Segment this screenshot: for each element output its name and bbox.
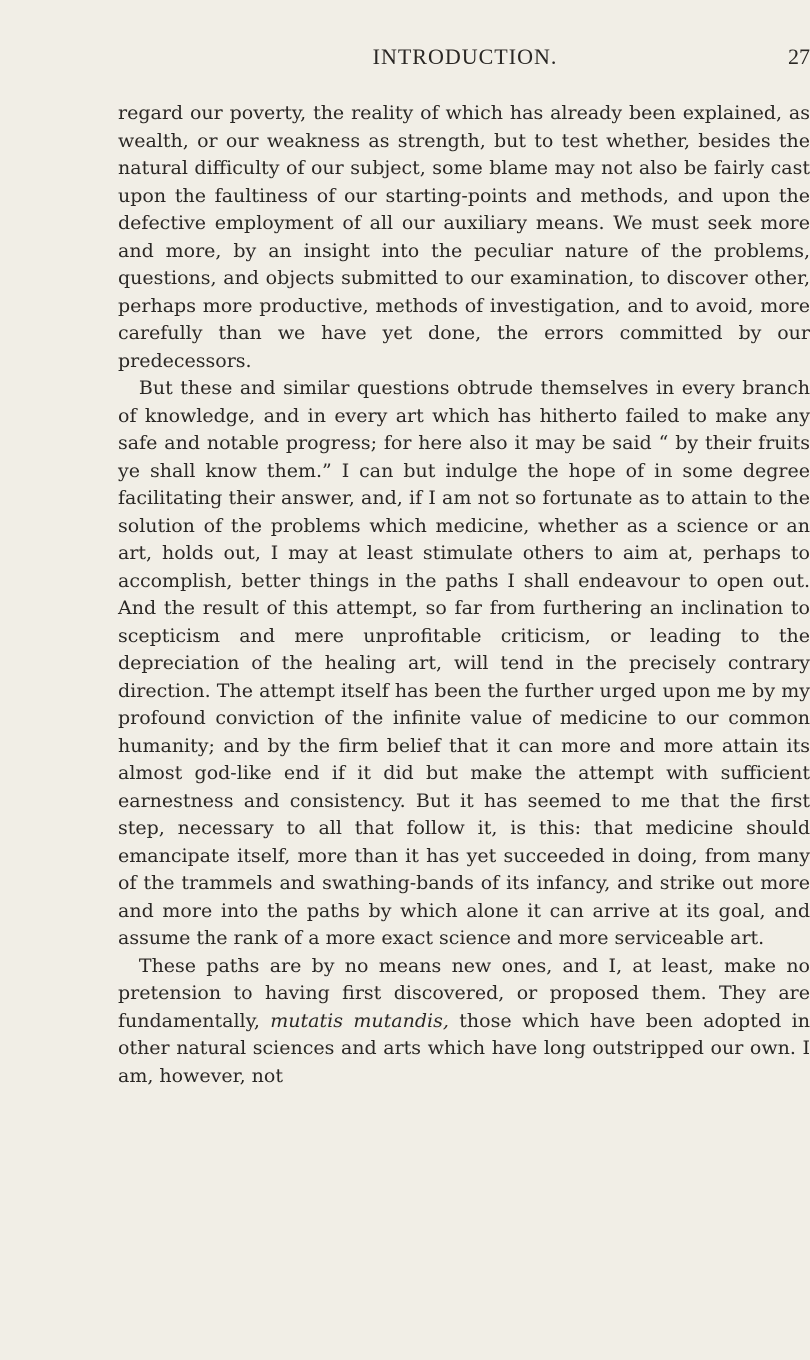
page-number: 27 — [788, 44, 810, 69]
paragraph-1: regard our poverty, the reality of which has already been explained, as wealth, or our weakness as strength, but to test whether, besides the natural difficulty of our subject, some blame may not also be fairly cast upon the faultiness of our starting-points and methods, and upon the defective employment of all our auxiliary means. We must seek more and more, by an insight into the peculiar nature of the problems, questions, and objects submitted to our examination, to discover other, perhaps more productive, methods of investigation, and to avoid, more carefully than we have yet done, the errors committed by our predecessors. — [118, 102, 810, 372]
paragraph-3-text-before: These paths are by no means new ones, and I, at least, make no pretension to having first discovered, or proposed them. They are fundamentally, — [118, 954, 810, 1032]
running-head: INTRODUCTION. — [372, 44, 558, 69]
paragraph-3-text-after: those which have been adopted in other natural sciences and arts which have long outstripped our own. I am, however, not — [118, 1009, 810, 1087]
paragraph-2: But these and similar questions obtrude themselves in every branch of knowledge, and in every art which has hitherto failed to make any safe and notable progress; for here also it may be said “ by their fruits ye shall know them.” I can but indulge the hope of in some degree facilitating their answer, and, if I am not so fortunate as to attain to the solution of the problems which medicine, whether as a science or an art, holds out, I may at least stimulate others to aim at, perhaps to accomplish, better things in the paths I shall endeavour to open out. And the result of this attempt, so far from furthering an inclination to scepticism and mere unprofitable criticism, or leading to the depreciation of the healing art, will tend in the precisely contrary direction. The attempt itself has been the further urged upon me by my profound conviction of the infinite value of medicine to our common humanity; and by the firm belief that it can more and more attain its almost god-like end if it did but make the attempt with sufficient earnestness and consistency. But it has seemed to me that the first step, necessary to all that follow it, is this: that medicine should emancipate itself, more than it has yet succeeded in doing, from many of the trammels and swathing-bands of its infancy, and strike out more and more into the paths by which alone it can arrive at its goal, and assume the rank of a more exact science and more serviceable art. — [118, 377, 810, 949]
page-header — [120, 44, 810, 84]
paragraph-3 — [118, 953, 810, 1091]
body-text — [118, 100, 810, 1090]
paragraph-3-italic-phrase: mutatis mutandis, — [270, 1009, 449, 1032]
